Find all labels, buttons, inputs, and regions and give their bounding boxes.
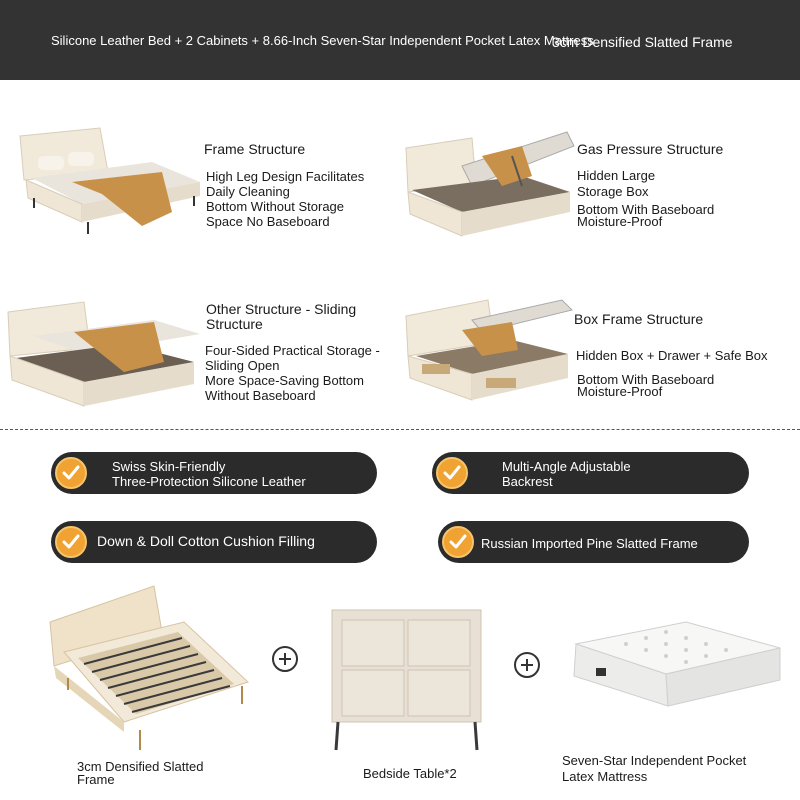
plus-circle-icon [514, 652, 540, 678]
sliding-structure-line: Four-Sided Practical Storage - [205, 343, 380, 358]
checkmark-icon [442, 526, 474, 558]
frame-structure-line: Space No Baseboard [206, 214, 330, 229]
feature-badge-pine-slatted-frame [438, 521, 749, 563]
section-divider [0, 429, 800, 430]
feature-badge-cushion-filling [51, 521, 377, 563]
gas-pressure-structure-line: Bottom With Baseboard [577, 202, 715, 217]
sliding-structure-title: Other Structure - Sliding [206, 301, 357, 317]
gas-pressure-structure-line: Hidden Large [577, 168, 656, 183]
feature-text: Three-Protection Silicone Leather [112, 474, 306, 489]
box-frame-structure-title: Box Frame Structure [574, 311, 704, 327]
feature-text: Russian Imported Pine Slatted Frame [481, 536, 698, 551]
header-overlay-text: 3cm Densified Slatted Frame [552, 34, 733, 50]
box-frame-structure-line: Bottom With Baseboard [577, 372, 715, 387]
feature-text: Multi-Angle Adjustable [502, 459, 631, 474]
gas-pressure-structure-title: Gas Pressure Structure [577, 141, 724, 157]
product-caption-slatted-frame: 3cm Densified Slatted [77, 759, 204, 774]
sliding-structure-image [4, 292, 202, 410]
product-caption-mattress: Latex Mattress [562, 769, 648, 784]
feature-badge-silicone-leather [51, 452, 377, 494]
checkmark-icon [436, 457, 468, 489]
product-caption-mattress: Seven-Star Independent Pocket [562, 753, 747, 768]
gas-pressure-structure-line: Moisture-Proof [577, 214, 663, 229]
frame-structure-line: High Leg Design Facilitates [206, 169, 365, 184]
feature-badge-adjustable-backrest [432, 452, 749, 494]
gas-pressure-structure-image [402, 126, 577, 244]
sliding-structure-line: More Space-Saving Bottom [205, 373, 364, 388]
header-banner [0, 0, 800, 80]
checkmark-icon [55, 526, 87, 558]
bedside-table-image [330, 608, 483, 754]
frame-structure-image [12, 122, 202, 242]
sliding-structure-line: Sliding Open [205, 358, 280, 373]
feature-text: Down & Doll Cotton Cushion Filling [97, 533, 315, 549]
frame-structure-line: Bottom Without Storage [206, 199, 345, 214]
slatted-frame-image [44, 582, 254, 758]
header-title: Silicone Leather Bed + 2 Cabinets + 8.66-Inch Seven-Star Independent Pocket Latex Mattress [51, 33, 594, 48]
box-frame-structure-line: Hidden Box + Drawer + Safe Box [576, 348, 768, 363]
frame-structure-line: Daily Cleaning [206, 184, 290, 199]
plus-circle-icon [272, 646, 298, 672]
feature-text: Backrest [502, 474, 553, 489]
sliding-structure-line: Without Baseboard [205, 388, 316, 403]
frame-structure-title: Frame Structure [204, 141, 306, 157]
product-caption-bedside-table: Bedside Table*2 [363, 766, 457, 781]
product-caption-slatted-frame: Frame [77, 772, 115, 787]
latex-mattress-image [566, 618, 784, 710]
gas-pressure-structure-line: Storage Box [577, 184, 649, 199]
feature-text: Swiss Skin-Friendly [112, 459, 226, 474]
box-frame-structure-line: Moisture-Proof [577, 384, 663, 399]
sliding-structure-title: Structure [206, 316, 263, 332]
box-frame-structure-image [402, 294, 574, 406]
checkmark-icon [55, 457, 87, 489]
